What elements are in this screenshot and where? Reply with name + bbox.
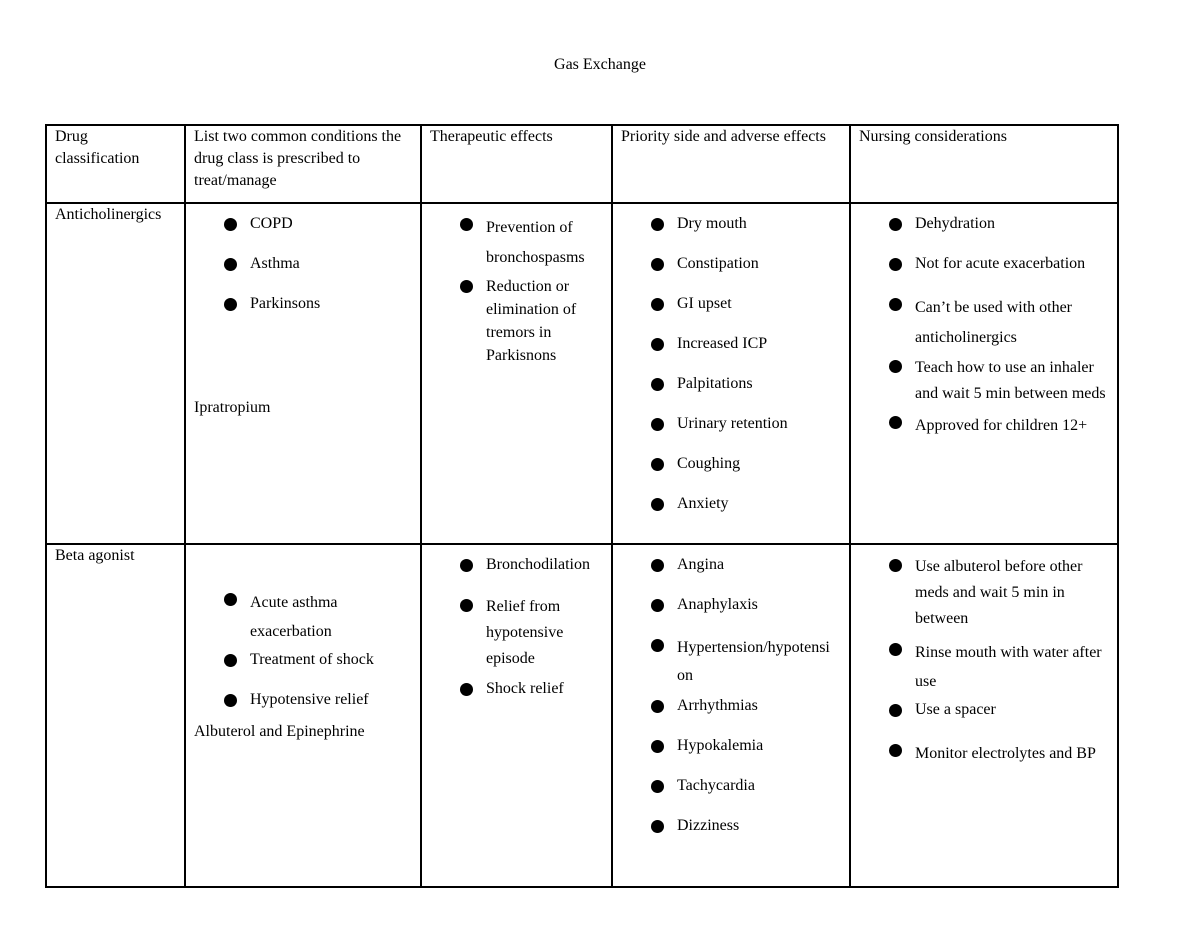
table-row [46,544,1118,887]
list-item: Relief from hypotensive episode [430,594,603,672]
list-item: Urinary retention [621,413,841,435]
classification-cell [46,203,185,544]
list-item: Constipation [621,253,841,275]
list-item: Anaphylaxis [621,594,841,616]
classification-label: Beta agonist [55,547,135,564]
list-item: Dehydration [859,213,1109,235]
header-therapeutic: Therapeutic effects [421,125,612,203]
list-item: Tachycardia [621,775,841,797]
therapeutic-cell [421,544,612,887]
list-item: Hypertension/hypotension [621,634,841,690]
conditions-list [194,588,412,711]
conditions-cell [185,203,421,544]
side-effects-list [621,554,841,837]
list-item: COPD [194,213,412,235]
classification-cell [46,544,185,887]
list-item: Angina [621,554,841,576]
list-item: Hypokalemia [621,735,841,757]
list-item-text: Prevention of bronchospasms [486,219,585,266]
side-effects-cell [612,203,850,544]
list-item: Asthma [194,253,412,275]
list-item: Coughing [621,453,841,475]
classification-label: Anticholinergics [55,206,162,223]
list-item: GI upset [621,293,841,315]
header-side-effects: Priority side and adverse effects [612,125,850,203]
list-item: Use a spacer [859,699,1109,721]
therapeutic-cell [421,203,612,544]
header-nursing: Nursing considerations [850,125,1118,203]
list-item: Treatment of shock [194,649,412,671]
conditions-cell [185,544,421,887]
list-item-text: Reduction or elimination of tremors in Parkisnons [486,278,577,364]
therapeutic-list [430,554,603,700]
list-item: Teach how to use an inhaler and wait 5 min between meds [859,355,1109,407]
list-item: Approved for children 12+ [859,411,1109,441]
list-item [430,213,603,273]
list-item: Can’t be used with other anticholinergics [859,293,1109,353]
nursing-list [859,554,1109,769]
list-item: Palpitations [621,373,841,395]
header-classification: Drug classification [46,125,185,203]
list-item: Acute asthma exacerbation [194,588,412,646]
list-item: Bronchodilation [430,554,603,576]
list-item: Anxiety [621,493,841,515]
page-title: Gas Exchange [554,56,646,73]
nursing-cell [850,203,1118,544]
list-item: Dry mouth [621,213,841,235]
drug-examples: Albuterol and Epinephrine [194,723,365,740]
side-effects-cell [612,544,850,887]
table-row [46,203,1118,544]
list-item: Use albuterol before other meds and wait 5 min in between [859,554,1109,632]
nursing-cell [850,544,1118,887]
list-item: Arrhythmias [621,695,841,717]
list-item: Monitor electrolytes and BP [859,739,1109,769]
therapeutic-list [430,213,603,367]
list-item [430,275,603,367]
conditions-list [194,213,412,315]
list-item: Increased ICP [621,333,841,355]
header-conditions: List two common conditions the drug class is prescribed to treat/manage [185,125,421,203]
list-item: Not for acute exacerbation [859,253,1109,275]
list-item: Dizziness [621,815,841,837]
list-item: Hypotensive relief [194,689,412,711]
list-item: Rinse mouth with water after use [859,638,1109,696]
side-effects-list [621,213,841,515]
drug-examples: Ipratropium [194,399,271,416]
nursing-list [859,213,1109,441]
header-row [46,125,1118,203]
drug-table [45,124,1119,888]
list-item: Parkinsons [194,293,412,315]
list-item: Shock relief [430,678,603,700]
